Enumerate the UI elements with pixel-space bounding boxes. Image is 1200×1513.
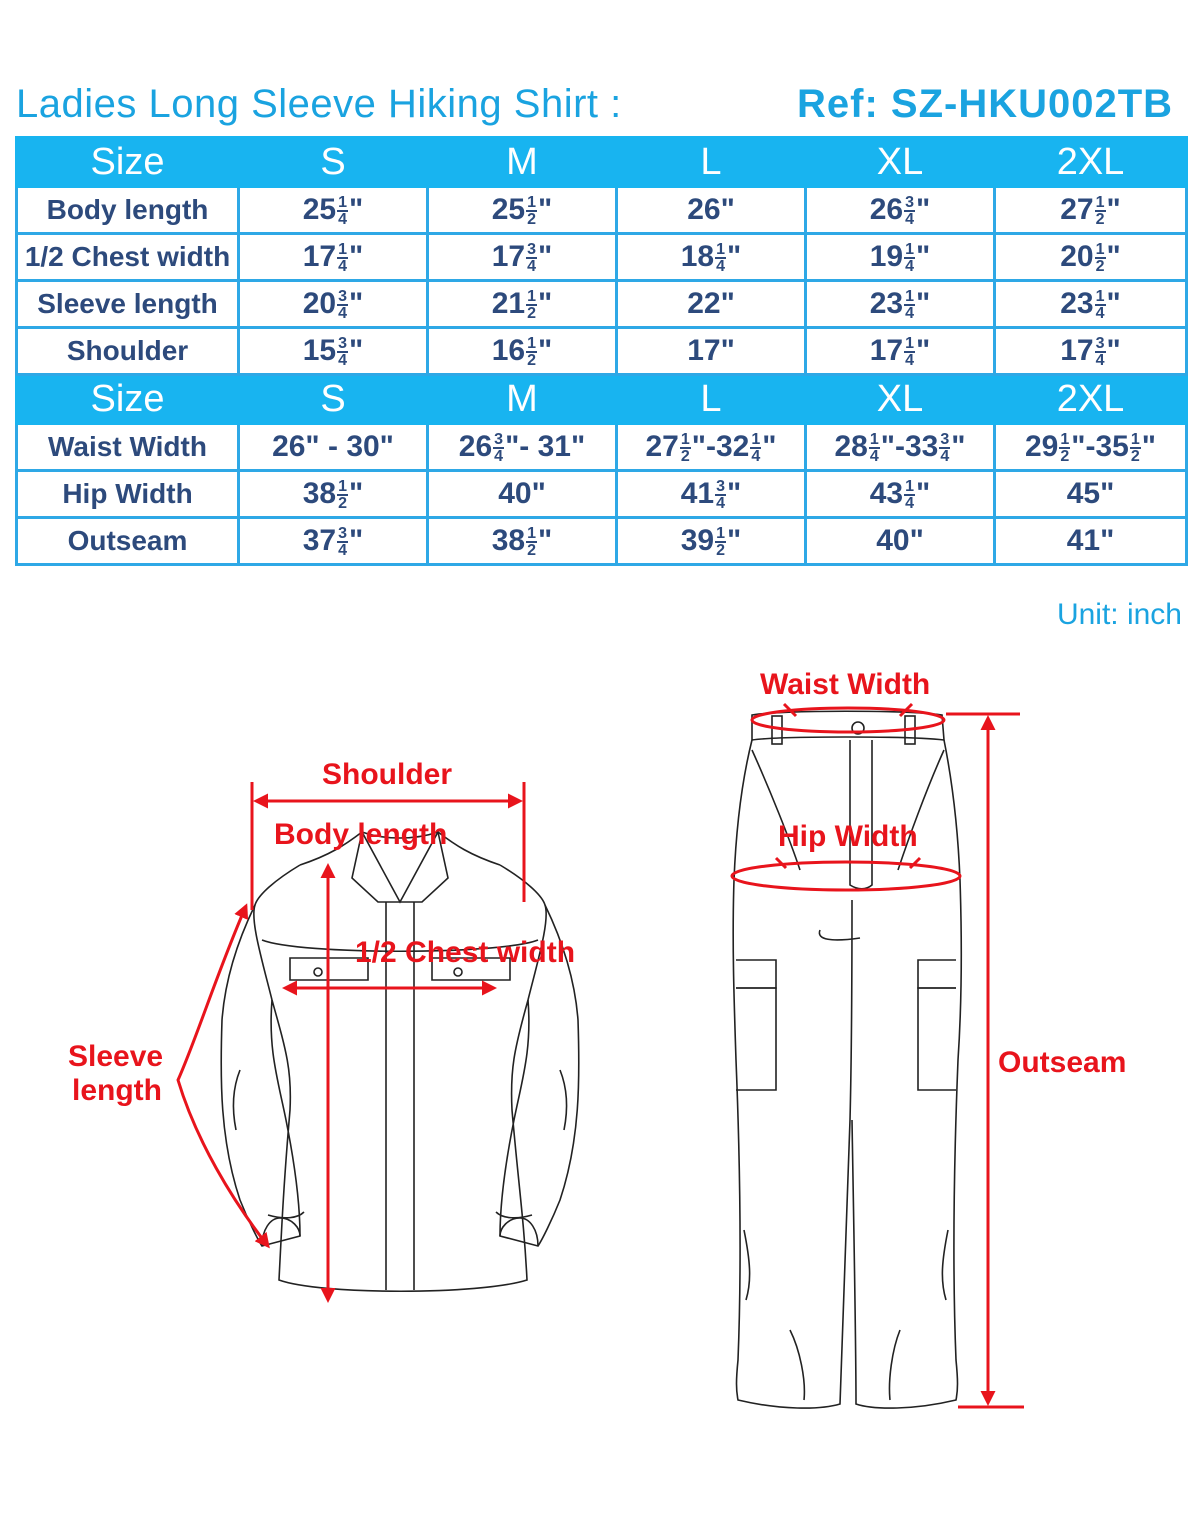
size-chart-table	[15, 136, 1188, 566]
measurement-value: 17 $\frac{1}{4}$ "	[806, 328, 995, 375]
reference-code: Ref: SZ-HKU002TB	[797, 82, 1174, 126]
hip-width-label: Hip Width	[778, 820, 918, 853]
fraction: $\frac{3}{4}$	[716, 478, 726, 513]
measurement-value: 21 $\frac{1}{2}$ "	[428, 281, 617, 328]
sleeve-label-line2: length	[72, 1074, 162, 1107]
fraction: $\frac{1}{2}$	[716, 525, 726, 560]
shoulder-label: Shoulder	[322, 758, 453, 791]
fraction: $\frac{1}{2}$	[1130, 431, 1140, 466]
measurement-value: 28 $\frac{1}{4}$ "-33 $\frac{3}{4}$ "	[806, 424, 995, 471]
fraction: $\frac{1}{2}$	[527, 525, 537, 560]
size-header-cell: 2XL	[995, 375, 1187, 424]
measurement-value: 38 $\frac{1}{2}$ "	[239, 471, 428, 518]
fraction: $\frac{1}{4}$	[905, 335, 915, 370]
fraction: $\frac{3}{4}$	[494, 431, 504, 466]
fraction: $\frac{1}{2}$	[1095, 241, 1105, 276]
size-header-label: Size	[17, 138, 239, 187]
measurement-value: 39 $\frac{1}{2}$ "	[617, 518, 806, 565]
fraction: $\frac{1}{2}$	[527, 335, 537, 370]
fraction: $\frac{3}{4}$	[1095, 335, 1105, 370]
measurement-value: 23 $\frac{1}{4}$ "	[806, 281, 995, 328]
sleeve-arrow	[178, 906, 268, 1246]
measurement-value: 26 $\frac{3}{4}$ "- 31"	[428, 424, 617, 471]
size-header-cell: L	[617, 375, 806, 424]
measurement-value: 17 $\frac{1}{4}$ "	[239, 234, 428, 281]
measurement-value: 40"	[806, 518, 995, 565]
hip-ellipse	[732, 862, 960, 890]
size-header-cell: S	[239, 375, 428, 424]
page-title: Ladies Long Sleeve Hiking Shirt :	[16, 82, 622, 126]
chest-width-label: 1/2 Chest width	[355, 936, 576, 969]
measurement-value: 17 $\frac{3}{4}$ "	[428, 234, 617, 281]
fraction: $\frac{1}{4}$	[716, 241, 726, 276]
measurement-value: 27 $\frac{1}{2}$ "	[995, 187, 1187, 234]
fraction: $\frac{3}{4}$	[338, 335, 348, 370]
measurement-value: 40"	[428, 471, 617, 518]
measurement-value: 41 $\frac{3}{4}$ "	[617, 471, 806, 518]
measurement-value: 45"	[995, 471, 1187, 518]
measurement-label: Hip Width	[17, 471, 239, 518]
fraction: $\frac{1}{2}$	[1095, 194, 1105, 229]
fraction: $\frac{1}{2}$	[527, 194, 537, 229]
fraction: $\frac{1}{4}$	[905, 241, 915, 276]
fraction: $\frac{3}{4}$	[527, 241, 537, 276]
shirt-size-header	[17, 138, 1187, 187]
measurement-value: 26"	[617, 187, 806, 234]
body-length-label: Body length	[274, 818, 448, 851]
table-row	[17, 518, 1187, 565]
table-row	[17, 281, 1187, 328]
fraction: $\frac{3}{4}$	[338, 288, 348, 323]
fraction: $\frac{3}{4}$	[905, 194, 915, 229]
measurement-diagram	[0, 640, 1200, 1508]
measurement-label: 1/2 Chest width	[17, 234, 239, 281]
size-header-cell: M	[428, 375, 617, 424]
measurement-lines	[178, 704, 1024, 1407]
measurement-label: Body length	[17, 187, 239, 234]
size-header-cell: XL	[806, 138, 995, 187]
fraction: $\frac{1}{4}$	[751, 431, 761, 466]
measurement-value: 17"	[617, 328, 806, 375]
fraction: $\frac{1}{4}$	[905, 288, 915, 323]
table-row	[17, 424, 1187, 471]
measurement-value: 26 $\frac{3}{4}$ "	[806, 187, 995, 234]
size-header-cell: S	[239, 138, 428, 187]
measurement-value: 38 $\frac{1}{2}$ "	[428, 518, 617, 565]
fraction: $\frac{1}{2}$	[338, 478, 348, 513]
fraction: $\frac{1}{4}$	[869, 431, 879, 466]
size-header-cell: M	[428, 138, 617, 187]
measurement-value: 17 $\frac{3}{4}$ "	[995, 328, 1187, 375]
measurement-value: 23 $\frac{1}{4}$ "	[995, 281, 1187, 328]
table-row	[17, 328, 1187, 375]
measurement-value: 19 $\frac{1}{4}$ "	[806, 234, 995, 281]
measurement-value: 26" - 30"	[239, 424, 428, 471]
measurement-value: 37 $\frac{3}{4}$ "	[239, 518, 428, 565]
size-header-label: Size	[17, 375, 239, 424]
measurement-label: Sleeve length	[17, 281, 239, 328]
fraction: $\frac{1}{4}$	[1095, 288, 1105, 323]
measurement-value: 43 $\frac{1}{4}$ "	[806, 471, 995, 518]
size-header-cell: XL	[806, 375, 995, 424]
unit-note: Unit: inch	[1056, 598, 1182, 631]
measurement-value: 20 $\frac{1}{2}$ "	[995, 234, 1187, 281]
measurement-value: 16 $\frac{1}{2}$ "	[428, 328, 617, 375]
table-row	[17, 471, 1187, 518]
sleeve-label-line1: Sleeve	[68, 1040, 164, 1073]
measurement-value: 27 $\frac{1}{2}$ "-32 $\frac{1}{4}$ "	[617, 424, 806, 471]
table-row	[17, 187, 1187, 234]
measurement-value: 25 $\frac{1}{4}$ "	[239, 187, 428, 234]
measurement-label: Shoulder	[17, 328, 239, 375]
measurement-label: Outseam	[17, 518, 239, 565]
measurement-value: 29 $\frac{1}{2}$ "-35 $\frac{1}{2}$ "	[995, 424, 1187, 471]
fraction: $\frac{3}{4}$	[338, 525, 348, 560]
pants-size-header	[17, 375, 1187, 424]
fraction: $\frac{1}{2}$	[1060, 431, 1070, 466]
fraction: $\frac{1}{2}$	[527, 288, 537, 323]
size-header-cell: L	[617, 138, 806, 187]
measurement-value: 25 $\frac{1}{2}$ "	[428, 187, 617, 234]
fraction: $\frac{3}{4}$	[940, 431, 950, 466]
outseam-label: Outseam	[998, 1046, 1127, 1079]
measurement-value: 20 $\frac{3}{4}$ "	[239, 281, 428, 328]
fraction: $\frac{1}{4}$	[338, 241, 348, 276]
measurement-value: 15 $\frac{3}{4}$ "	[239, 328, 428, 375]
measurement-value: 41"	[995, 518, 1187, 565]
measurement-value: 18 $\frac{1}{4}$ "	[617, 234, 806, 281]
measurement-label: Waist Width	[17, 424, 239, 471]
fraction: $\frac{1}{4}$	[338, 194, 348, 229]
size-header-cell: 2XL	[995, 138, 1187, 187]
fraction: $\frac{1}{2}$	[680, 431, 690, 466]
pants-outline	[733, 711, 961, 1408]
fraction: $\frac{1}{4}$	[905, 478, 915, 513]
measurement-value: 22"	[617, 281, 806, 328]
table-row	[17, 234, 1187, 281]
waist-width-label: Waist Width	[760, 668, 931, 701]
